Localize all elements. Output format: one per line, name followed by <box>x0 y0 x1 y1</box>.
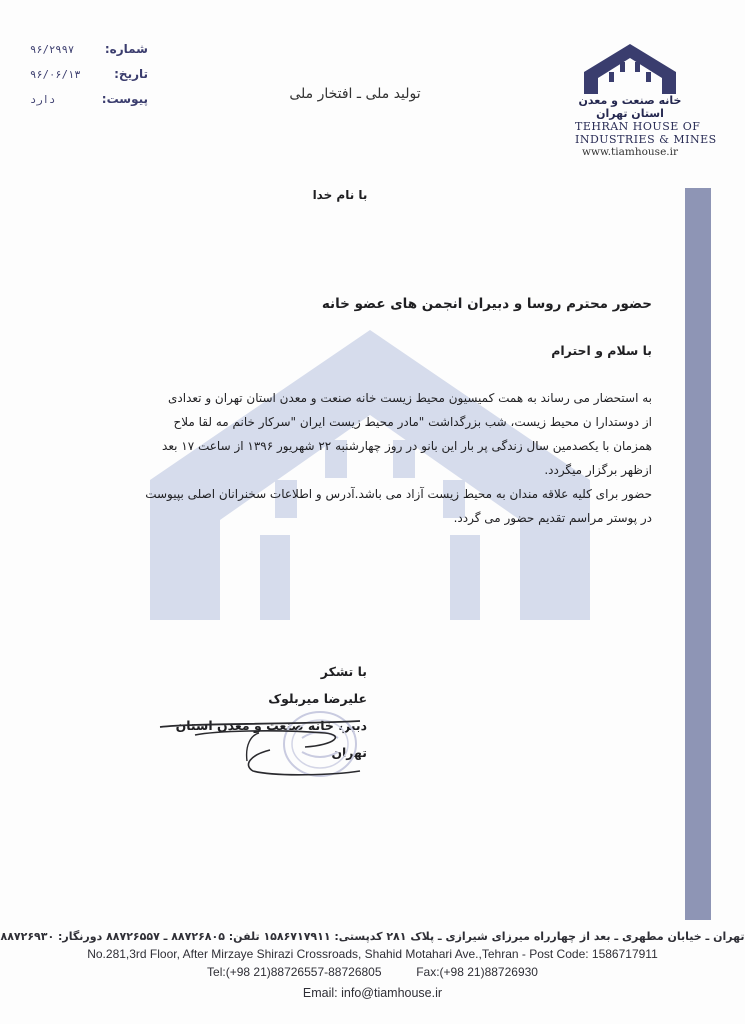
footer-tel: Tel:(+98 21)88726557-88726805 <box>207 965 382 979</box>
closing: با تشکر <box>320 664 367 679</box>
date-value: ۹۶/۰۶/۱۳ <box>30 69 81 81</box>
paragraph-2-line: در پوستر مراسم تقدیم حضور می گردد. <box>453 511 652 525</box>
greeting: با سلام و احترام <box>551 343 652 358</box>
paragraph-1-line: همزمان با یکصدمین سال زندگی پر بار این بانو در روز چهارشنبه ۲۲ شهریور ۱۳۹۶ از ساعت ۱۷ بعد <box>162 439 652 453</box>
footer-fax: Fax:(+98 21)88726930 <box>416 965 538 979</box>
footer-address-fa: تهران ـ خیابان مطهری ـ بعد از چهارراه میرزای شیرازی ـ پلاک ۲۸۱ کدپستی: ۱۵۸۶۷۱۷۹۱۱ تلفن: ۸۸۷۲۶۸۰۵ ـ ۸۸۷۲۶۵۵۷ دورنگار: ۸۸۷۲۶۹۳۰ <box>0 930 745 943</box>
attachment-value: دارد <box>30 94 56 106</box>
logo-name-fa-line1: خانه صنعت و معدن <box>578 94 682 107</box>
letter-body <box>90 386 652 530</box>
paragraph-1-line: ازظهر برگزار میگردد. <box>544 463 652 477</box>
organization-logo <box>575 42 717 158</box>
logo-website: www.tiamhouse.ir <box>581 146 678 158</box>
signer-title: دبیر، خانه صنعت و معدن استان تهران <box>175 718 367 760</box>
footer <box>0 930 745 1000</box>
footer-address-en: No.281,3rd Floor, After Mirzaye Shirazi Crossroads, Shahid Motahari Ave.,Tehran - Post Code: 1586717911 <box>87 947 658 961</box>
logo-name-en-line1: TEHRAN HOUSE OF <box>575 120 701 133</box>
footer-contact <box>0 965 745 979</box>
meta-attachment-row <box>30 92 148 117</box>
meta-number-row <box>30 42 148 67</box>
letter-meta <box>30 42 148 117</box>
paragraph-2-line: حضور برای کلیه علاقه مندان به محیط زیست آزاد می باشد.آدرس و اطلاعات سخنرانان اصلی بپیوست <box>145 487 652 501</box>
handwritten-signature-icon <box>155 705 370 785</box>
footer-email[interactable]: Email: info@tiamhouse.ir <box>302 986 443 1000</box>
date-label: تاریخ: <box>114 67 148 81</box>
meta-date-row <box>30 67 148 92</box>
paragraph-1-line: به استحضار می رساند به همت کمیسیون محیط زیست خانه صنعت و معدن استان تهران و تعدادی <box>168 391 652 405</box>
paragraph-1-line: از دوستدارا ن محیط زیست، شب بزرگداشت "مادر محیط زیست ایران "سرکار خانم مه لقا ملاح <box>173 415 652 429</box>
signer-name: علیرضا میربلوک <box>268 691 367 706</box>
paragraph-1 <box>90 386 652 482</box>
number-label: شماره: <box>104 42 148 56</box>
invocation: با نام خدا <box>312 188 368 202</box>
logo-emblem-icon <box>582 42 678 94</box>
attachment-label: پیوست: <box>101 92 148 106</box>
recipient: حضور محترم روسا و دبیران انجمن های عضو خانه <box>321 296 652 312</box>
logo-name-fa-line2: استان تهران <box>596 107 664 120</box>
motto: تولید ملی ـ افتخار ملی <box>289 86 421 102</box>
side-accent-bar <box>685 188 711 920</box>
logo-name-en-line2: INDUSTRIES & MINES <box>575 133 717 146</box>
number-value: ۹۶/۲۹۹۷ <box>30 44 75 56</box>
paragraph-2 <box>90 482 652 530</box>
